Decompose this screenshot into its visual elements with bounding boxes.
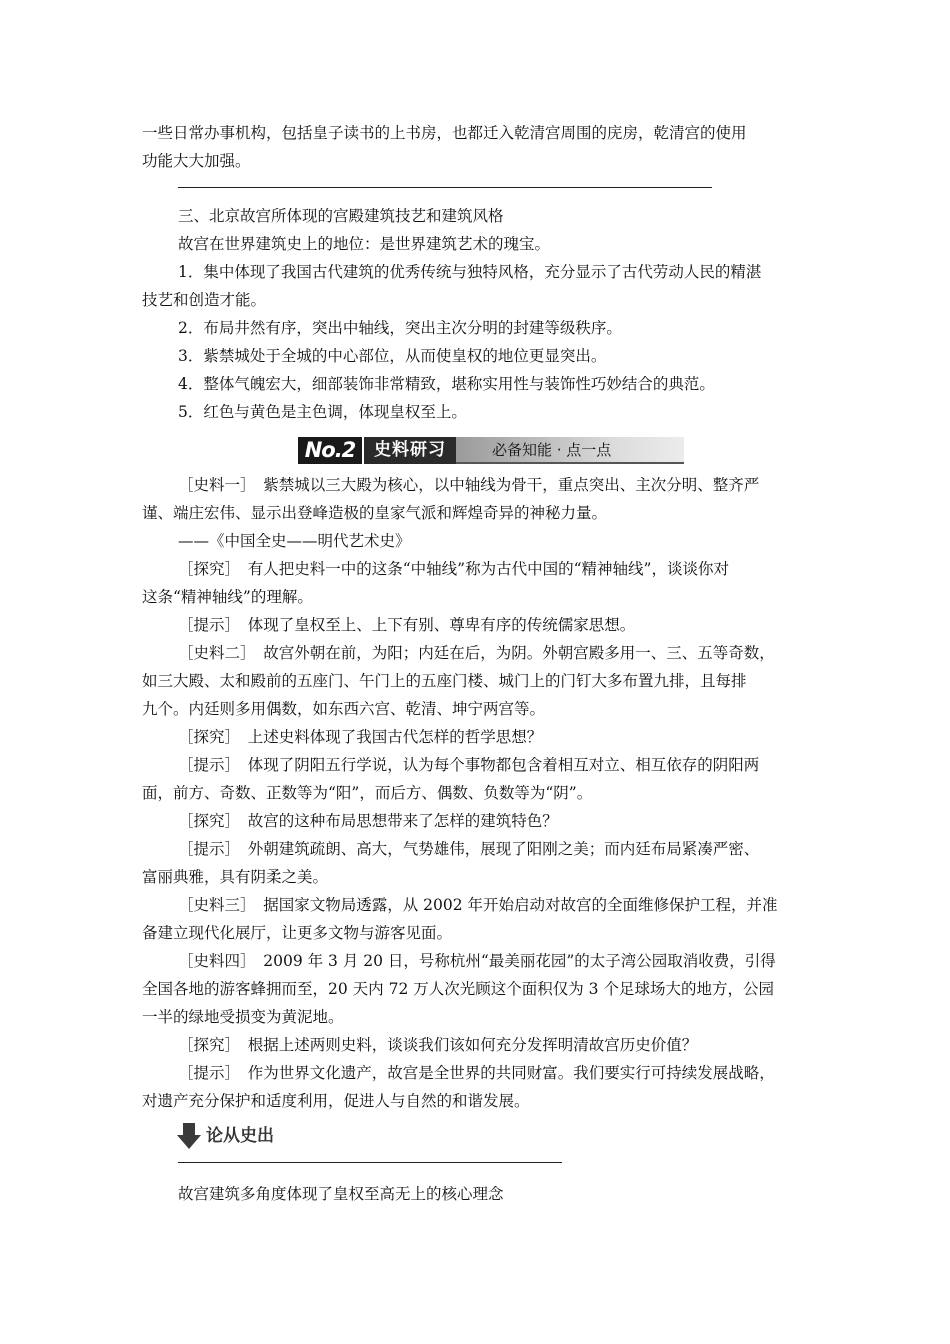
paragraph-line: ［史料四］ 2009 年 3 月 20 日，号称杭州“最美丽花园”的太子湾公园取消收费，引得 xyxy=(178,952,776,970)
paragraph-line: 面，前方、奇数、正数等为“阳”，而后方、偶数、负数等为“阴”。 xyxy=(142,784,593,802)
paragraph-line: 如三大殿、太和殿前的五座门、午门上的五座门楼、城门上的门钉大多布置九排，且每排 xyxy=(142,672,747,690)
paragraph-line: ［探究］ 根据上述两则史料，谈谈我们该如何充分发挥明清故宫历史价值？ xyxy=(178,1036,698,1054)
paragraph-line: 全国各地的游客蜂拥而至，20 天内 72 万人次光顾这个面积仅为 3 个足球场大的地方，公园 xyxy=(142,980,774,998)
conclusion-text: 故宫建筑多角度体现了皇权至高无上的核心理念 xyxy=(178,1185,504,1203)
banner-title: 史料研习 xyxy=(364,437,456,464)
list-item: 1．集中体现了我国古代建筑的优秀传统与独特风格，充分显示了古代劳动人民的精湛 xyxy=(178,263,762,281)
paragraph-line: ［提示］ 外朝建筑疏朗、高大，气势雄伟，展现了阳刚之美；而内廷布局紧凑严密、 xyxy=(178,840,760,858)
paragraph-line: ［史料三］ 据国家文物局透露，从 2002 年开始启动对故宫的全面维修保护工程，并准 xyxy=(178,896,778,914)
list-item: 5．红色与黄色是主色调，体现皇权至上。 xyxy=(178,403,467,421)
paragraph-line: 谨、端庄宏伟、显示出登峰造极的皇家气派和辉煌奇异的神秘力量。 xyxy=(142,504,608,522)
list-item: 2．布局井然有序，突出中轴线，突出主次分明的封建等级秩序。 xyxy=(178,319,622,337)
paragraph-line: 备建立现代化展厅，让更多文物与游客见面。 xyxy=(142,924,453,942)
section-label: 论从史出 xyxy=(206,1126,274,1146)
paragraph-line: 富丽典雅，具有阴柔之美。 xyxy=(142,868,329,886)
paragraph-line: ［提示］ 作为世界文化遗产，故宫是全世界的共同财富。我们要实行可持续发展战略， xyxy=(178,1064,775,1082)
paragraph-line: ［提示］ 体现了皇权至上、上下有别、尊卑有序的传统儒家思想。 xyxy=(178,616,636,634)
source-citation: ——《中国全史——明代艺术史》 xyxy=(178,532,411,550)
paragraph-line: ［史料二］ 故宫外朝在前，为阳；内廷在后，为阴。外朝宫殿多用一、三、五等奇数， xyxy=(178,644,775,662)
banner-subtitle-bar xyxy=(456,437,684,464)
list-item: 3．紫禁城处于全城的中心部位，从而使皇权的地位更显突出。 xyxy=(178,347,607,365)
paragraph-line: ［提示］ 体现了阴阳五行学说，认为每个事物都包含着相互对立、相互依存的阴阳两 xyxy=(178,756,760,774)
section-heading: 三、北京故宫所体现的宫殿建筑技艺和建筑风格 xyxy=(178,207,504,225)
paragraph-line: ［探究］ 故宫的这种布局思想带来了怎样的建筑特色？ xyxy=(178,812,558,830)
paragraph-line: 技艺和创造才能。 xyxy=(142,291,267,309)
paragraph-line: 一半的绿地受损变为黄泥地。 xyxy=(142,1008,344,1026)
separator-rule xyxy=(178,1162,562,1163)
list-item: 4．整体气魄宏大，细部装饰非常精致，堪称实用性与装饰性巧妙结合的典范。 xyxy=(178,375,715,393)
separator-rule xyxy=(178,187,712,188)
banner-number: No.2 xyxy=(298,437,362,464)
paragraph-line: ［探究］ 有人把史料一中的这条“中轴线”称为古代中国的“精神轴线”，谈谈你对 xyxy=(178,560,729,578)
paragraph-line: 对遗产充分保护和适度利用，促进人与自然的和谐发展。 xyxy=(142,1092,530,1110)
paragraph-line: 一些日常办事机构，包括皇子读书的上书房，也都迁入乾清宫周围的庑房，乾清宫的使用 xyxy=(142,124,747,142)
paragraph-line: ［史料一］ 紫禁城以三大殿为核心，以中轴线为骨干，重点突出、主次分明、整齐严 xyxy=(178,476,760,494)
paragraph-line: 故宫在世界建筑史上的地位：是世界建筑艺术的瑰宝。 xyxy=(178,235,551,253)
section-banner xyxy=(298,437,684,464)
down-arrow-icon xyxy=(176,1122,202,1150)
paragraph-line: ［探究］ 上述史料体现了我国古代怎样的哲学思想？ xyxy=(178,728,543,746)
paragraph-line: 九个。内廷则多用偶数，如东西六宫、乾清、坤宁两宫等。 xyxy=(142,700,546,718)
paragraph-line: 功能大大加强。 xyxy=(142,152,251,170)
banner-subtitle: 必备知能 · 点一点 xyxy=(492,441,612,459)
paragraph-line: 这条“精神轴线”的理解。 xyxy=(142,588,313,606)
